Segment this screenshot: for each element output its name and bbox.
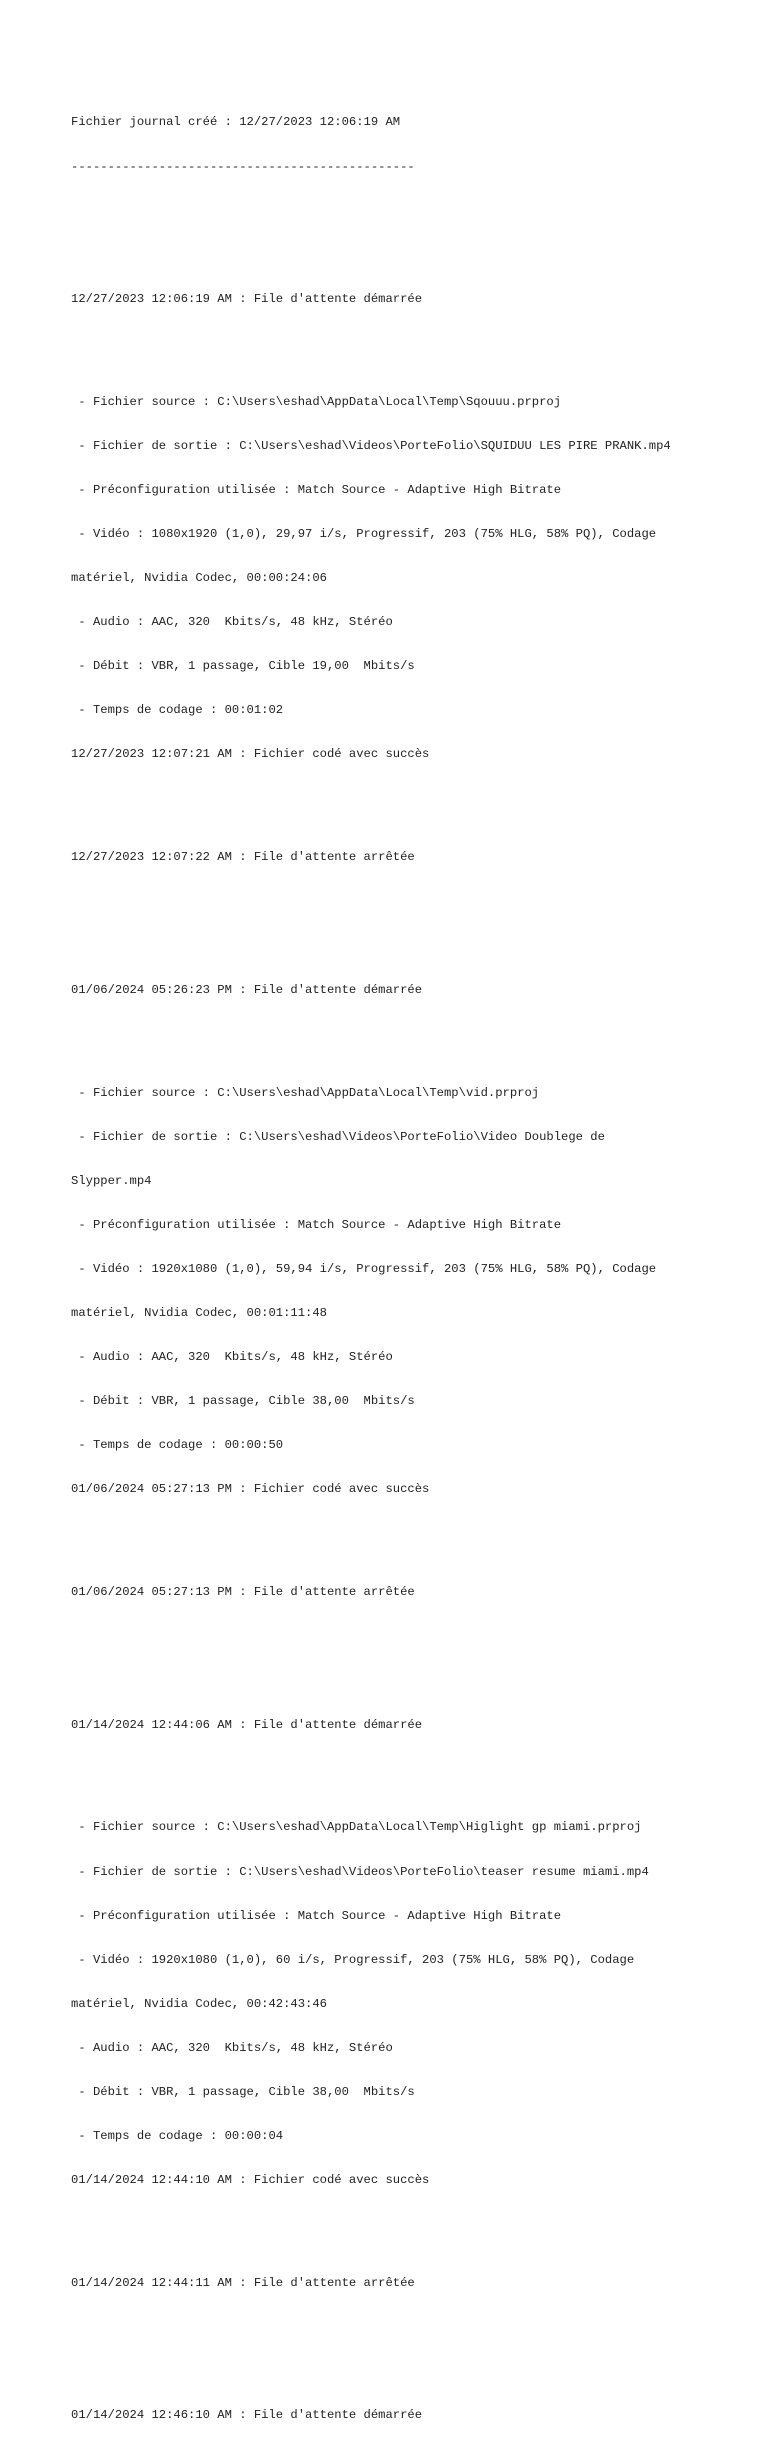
output-file-line-cont: Slypper.mp4 [71, 1173, 152, 1188]
video-line: - Vidéo : 1920x1080 (1,0), 59,94 i/s, Progressif, 203 (75% HLG, 58% PQ), Codage [71, 1261, 657, 1276]
preset-line: - Préconfiguration utilisée : Match Source - Adaptive High Bitrate [71, 482, 562, 497]
source-file-line: - Fichier source : C:\Users\eshad\AppData\Local\Temp\vid.prproj [71, 1085, 540, 1100]
source-file-line: - Fichier source : C:\Users\eshad\AppData\Local\Temp\Higlight gp miami.prproj [71, 1820, 642, 1835]
video-line-cont: matériel, Nvidia Codec, 00:01:11:48 [71, 1305, 327, 1320]
queue-stop-line: 01/14/2024 12:44:11 AM : File d'attente arrêtée [71, 2276, 415, 2291]
output-file-line: - Fichier de sortie : C:\Users\eshad\Videos\PorteFolio\teaser resume miami.mp4 [71, 1864, 649, 1879]
video-line: - Vidéo : 1920x1080 (1,0), 60 i/s, Progressif, 203 (75% HLG, 58% PQ), Codage [71, 1952, 635, 1967]
success-line: 12/27/2023 12:07:21 AM : Fichier codé avec succès [71, 747, 430, 762]
queue-start-line: 01/14/2024 12:44:06 AM : File d'attente démarrée [71, 1717, 423, 1732]
encode-time-line: - Temps de codage : 00:00:04 [71, 2129, 284, 2144]
blank-gap [71, 2320, 721, 2349]
log-separator: ----------------------------------------------- [71, 159, 415, 174]
preset-line: - Préconfiguration utilisée : Match Source - Adaptive High Bitrate [71, 1217, 562, 1232]
audio-line: - Audio : AAC, 320 Kbits/s, 48 kHz, Stéréo [71, 2040, 393, 2055]
video-line-cont: matériel, Nvidia Codec, 00:00:24:06 [71, 571, 327, 586]
blank-gap [71, 336, 721, 365]
log-header: Fichier journal créé : 12/27/2023 12:06:19 AM [71, 115, 401, 130]
output-file-line: - Fichier de sortie : C:\Users\eshad\Videos\PorteFolio\SQUIDUU LES PIRE PRANK.mp4 [71, 438, 671, 453]
blank-gap [71, 2217, 721, 2246]
bitrate-line: - Débit : VBR, 1 passage, Cible 19,00 Mbits/s [71, 659, 415, 674]
blank-gap [71, 204, 721, 233]
encode-time-line: - Temps de codage : 00:01:02 [71, 703, 284, 718]
audio-line: - Audio : AAC, 320 Kbits/s, 48 kHz, Stéréo [71, 615, 393, 630]
video-line: - Vidéo : 1080x1920 (1,0), 29,97 i/s, Progressif, 203 (75% HLG, 58% PQ), Codage [71, 526, 657, 541]
blank-gap [71, 1629, 721, 1658]
encoding-log [71, 86, 721, 2452]
video-line-cont: matériel, Nvidia Codec, 00:42:43:46 [71, 1996, 327, 2011]
blank-gap [71, 1027, 721, 1056]
audio-line: - Audio : AAC, 320 Kbits/s, 48 kHz, Stéréo [71, 1350, 393, 1365]
blank-gap [71, 1762, 721, 1791]
queue-start-line: 01/14/2024 12:46:10 AM : File d'attente démarrée [71, 2408, 423, 2423]
queue-start-line: 12/27/2023 12:06:19 AM : File d'attente démarrée [71, 291, 423, 306]
queue-start-line: 01/06/2024 05:26:23 PM : File d'attente démarrée [71, 982, 423, 997]
queue-stop-line: 01/06/2024 05:27:13 PM : File d'attente arrêtée [71, 1585, 415, 1600]
bitrate-line: - Débit : VBR, 1 passage, Cible 38,00 Mbits/s [71, 2085, 415, 2099]
blank-gap [71, 792, 721, 821]
success-line: 01/06/2024 05:27:13 PM : Fichier codé avec succès [71, 1482, 430, 1497]
output-file-line: - Fichier de sortie : C:\Users\eshad\Videos\PorteFolio\Video Doublege de [71, 1129, 605, 1144]
queue-stop-line: 12/27/2023 12:07:22 AM : File d'attente arrêtée [71, 850, 415, 865]
bitrate-line: - Débit : VBR, 1 passage, Cible 38,00 Mbits/s [71, 1394, 415, 1409]
blank-gap [71, 894, 721, 923]
encode-time-line: - Temps de codage : 00:00:50 [71, 1438, 284, 1453]
preset-line: - Préconfiguration utilisée : Match Source - Adaptive High Bitrate [71, 1908, 562, 1923]
success-line: 01/14/2024 12:44:10 AM : Fichier codé avec succès [71, 2173, 430, 2188]
source-file-line: - Fichier source : C:\Users\eshad\AppData\Local\Temp\Sqouuu.prproj [71, 394, 562, 409]
blank-gap [71, 1526, 721, 1555]
